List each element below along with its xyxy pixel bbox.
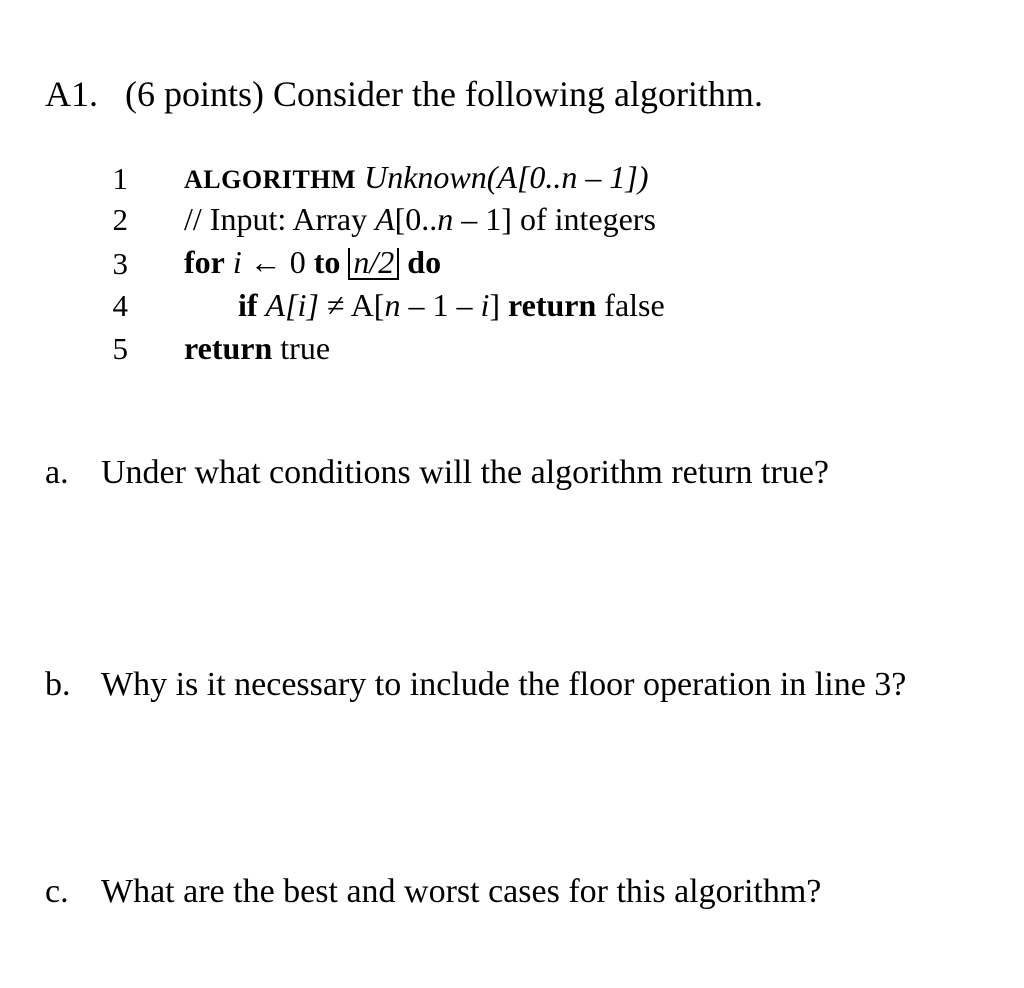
rhs-i: i xyxy=(480,287,490,323)
rhs-close: ] xyxy=(489,287,500,323)
return-keyword-true: return xyxy=(184,330,273,366)
for-keyword: for xyxy=(184,244,225,280)
floor-expression: n/2 xyxy=(348,248,399,280)
lhs-index: [i] xyxy=(285,287,319,323)
rhs-array: A[ xyxy=(350,287,385,323)
return-true-value: true xyxy=(280,330,331,366)
lhs-array: A xyxy=(265,287,286,323)
line-number-4: 4 xyxy=(112,288,128,323)
problem-points: (6 points) xyxy=(125,74,264,114)
return-false-value: false xyxy=(604,287,665,323)
line-number-5: 5 xyxy=(112,331,128,366)
question-a-letter: a. xyxy=(45,454,69,491)
algorithm-line-4 xyxy=(238,289,665,321)
algorithm-line-1 xyxy=(184,161,649,193)
algorithm-signature: Unknown(A[0..n – 1]) xyxy=(364,159,649,195)
algorithm-line-5 xyxy=(184,332,330,364)
line-number-2: 2 xyxy=(112,202,128,237)
loop-assign: ← 0 xyxy=(241,244,314,280)
array-tail: – 1] of integers xyxy=(453,201,656,237)
question-a-text: Under what conditions will the algorithm return true? xyxy=(101,454,829,491)
question-b-text: Why is it necessary to include the floor operation in line 3? xyxy=(101,666,907,703)
input-comment: // Input: Array xyxy=(184,201,376,237)
problem-prompt: Consider the following algorithm. xyxy=(273,74,763,114)
algorithm-line-3 xyxy=(184,246,441,280)
to-keyword: to xyxy=(313,244,341,280)
if-keyword: if xyxy=(238,287,258,323)
return-keyword-false: return xyxy=(508,287,597,323)
rhs-mid: – 1 – xyxy=(400,287,481,323)
loop-variable: i xyxy=(232,244,242,280)
problem-number: A1. xyxy=(45,74,98,114)
not-equal-sign: ≠ xyxy=(318,287,351,323)
algorithm-line-2 xyxy=(184,203,656,235)
rhs-n: n xyxy=(384,287,401,323)
question-c-letter: c. xyxy=(45,873,69,910)
do-keyword: do xyxy=(407,244,442,280)
array-name: A xyxy=(375,201,395,237)
problem-heading xyxy=(45,76,763,112)
line-number-1: 1 xyxy=(112,161,128,196)
question-b-letter: b. xyxy=(45,666,71,703)
array-range: [0.. xyxy=(394,201,438,237)
array-n: n xyxy=(437,201,454,237)
line-number-3: 3 xyxy=(112,246,128,281)
algorithm-keyword: ALGORITHM xyxy=(184,165,357,194)
question-c-text: What are the best and worst cases for this algorithm? xyxy=(101,873,822,910)
